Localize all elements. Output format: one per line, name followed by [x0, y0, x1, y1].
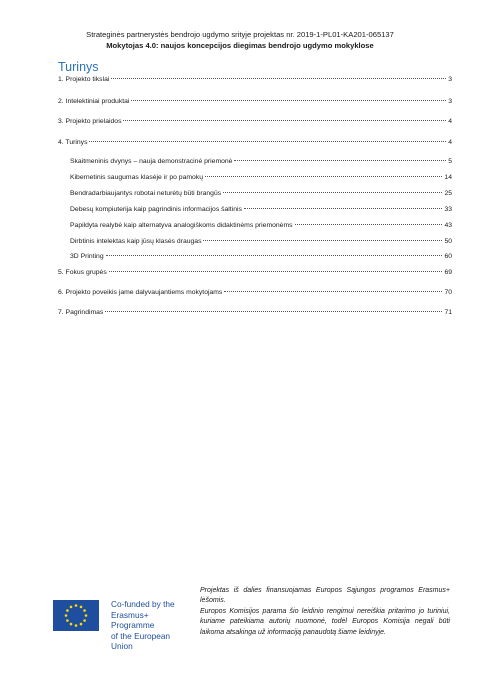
toc-subentry[interactable] [70, 221, 452, 230]
toc-entry-page: 71 [444, 309, 452, 316]
toc-entry-label: Debesų kompiuterija kaip pagrindinis informacijos šaltinis [70, 206, 242, 213]
toc-entry-page: 60 [444, 253, 452, 260]
toc-entry-page: 4 [448, 118, 452, 125]
toc-subentry[interactable] [70, 189, 452, 198]
toc-leader [109, 271, 443, 272]
toc-subentry[interactable] [70, 173, 452, 182]
header-title-line: Mokytojas 4.0: naujos koncepcijos diegimas bendrojo ugdymo mokyklose [106, 41, 374, 50]
toc-entry-label: Skaitmeninis dvynys – nauja demonstracinė priemonė [70, 158, 233, 165]
toc-entry-label: Dirbtinis intelektas kaip jūsų klasės draugas [70, 238, 202, 245]
funding-disclaimer [200, 586, 450, 638]
logo-text [111, 599, 193, 652]
toc-leader [131, 100, 446, 101]
toc-entry-page: 5 [448, 158, 452, 165]
toc-leader [111, 78, 446, 79]
toc-entry-label: Papildyta realybė kaip alternatyva analogiškoms didaktinėms priemonėms [70, 222, 293, 229]
logo-line: Co-funded by the [111, 599, 175, 609]
toc-entry-page: 4 [448, 139, 452, 146]
toc-entry-page: 33 [444, 206, 452, 213]
toc-entry[interactable] [58, 308, 452, 317]
toc-entry-page: 14 [444, 174, 452, 181]
toc-entry-label: 3D Printing [70, 253, 104, 260]
toc-leader [234, 160, 446, 161]
toc-leader [105, 311, 442, 312]
header-project-line: Strateginės partnerystės bendrojo ugdymo srityje projektas nr. 2019-1-PL01-KA201-065137 [86, 30, 394, 39]
toc-entry[interactable] [58, 288, 452, 297]
erasmus-cofunded-logo [53, 597, 193, 651]
toc-subentry[interactable] [70, 252, 452, 261]
toc-entry-page: 3 [448, 98, 452, 105]
logo-line: of the European Union [111, 630, 171, 651]
toc-subentry[interactable] [70, 205, 452, 214]
toc-entry-label: Bendradarbiaujantys robotai neturėtų būti brangūs [70, 190, 222, 197]
toc-entry-page: 3 [448, 76, 452, 83]
toc-leader [223, 192, 442, 193]
toc-leader [205, 176, 442, 177]
toc-entry-label: 6. Projekto poveikis jame dalyvaujantiems mokytojams [58, 289, 223, 296]
toc-entry[interactable] [58, 75, 452, 84]
toc-entry-label: Kibernetinis saugumas klasėje ir po pamokų [70, 174, 203, 181]
toc-title: Turinys [58, 60, 99, 74]
toc-entry-label: 2. Intelektiniai produktai [58, 98, 130, 105]
toc-subentry[interactable] [70, 157, 452, 166]
eu-flag-icon [53, 600, 99, 631]
toc-leader [244, 208, 443, 209]
toc-entry-page: 43 [444, 222, 452, 229]
toc-leader [295, 224, 443, 225]
toc-entry[interactable] [58, 97, 452, 106]
toc-entry-page: 69 [444, 269, 452, 276]
toc-leader [224, 291, 442, 292]
toc-entry[interactable] [58, 117, 452, 126]
toc-entry-label: 4. Turinys [58, 139, 88, 146]
toc-leader [203, 240, 442, 241]
toc-leader [106, 255, 443, 256]
toc-leader [123, 120, 446, 121]
toc-subentry[interactable] [70, 237, 452, 246]
toc-entry-label: 1. Projekto tikslai [58, 76, 110, 83]
disclaimer-liability: Europos Komisijos parama šio leidinio rengimui nereiškia pritarimo jo turiniui, kuriame pateikiama autorių nuomonė, todėl Europos Komisija negali būti laikoma atsakinga už informaciją panaudotą šiame leidinyje. [200, 607, 450, 636]
toc-entry-label: 7. Pagrindimas [58, 309, 104, 316]
toc-entry-page: 25 [444, 190, 452, 197]
toc-entry-page: 70 [444, 289, 452, 296]
toc-entry-page: 50 [444, 238, 452, 245]
disclaimer-funding: Projektas iš dalies finansuojamas Europos Sąjungos programos Erasmus+ lėšomis. [200, 587, 450, 605]
toc-entry[interactable] [58, 138, 452, 147]
page-header [0, 29, 480, 51]
toc-entry-label: 5. Fokus grupės [58, 269, 107, 276]
toc-entry[interactable] [58, 268, 452, 277]
toc-leader [89, 141, 446, 142]
logo-line: Erasmus+ Programme [111, 609, 155, 630]
toc-entry-label: 3. Projekto prielaidos [58, 118, 122, 125]
